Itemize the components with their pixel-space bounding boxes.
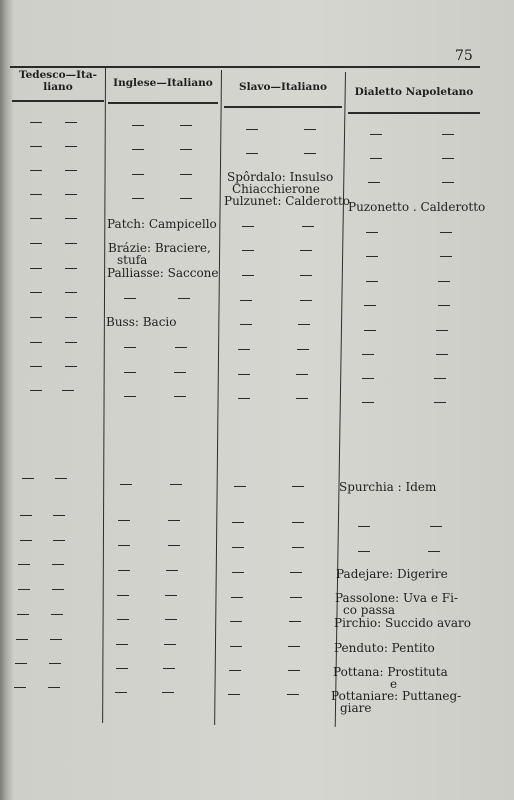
dash xyxy=(62,390,74,391)
entry-pottana: Pottana: Prostituta xyxy=(333,665,448,679)
column-separator-1 xyxy=(102,68,106,723)
dash xyxy=(296,398,308,399)
dash xyxy=(364,330,376,331)
entry-spurchia: Spurchia : Idem xyxy=(339,480,437,494)
dash xyxy=(440,256,452,257)
dash xyxy=(364,305,376,306)
dash xyxy=(366,256,378,257)
entry-chiacchierone: Chiacchierone xyxy=(232,182,320,196)
dash xyxy=(292,486,304,487)
dash xyxy=(175,347,187,348)
dash xyxy=(292,547,304,548)
dash xyxy=(302,226,314,227)
dash xyxy=(296,374,308,375)
dash xyxy=(65,218,77,219)
dash xyxy=(22,478,34,479)
dash xyxy=(116,668,128,669)
dash xyxy=(49,663,61,664)
dash xyxy=(51,614,63,615)
dash xyxy=(434,378,446,379)
dash xyxy=(55,478,67,479)
dash xyxy=(65,366,77,367)
dash xyxy=(370,134,382,135)
dash xyxy=(30,194,42,195)
dash xyxy=(292,522,304,523)
dash xyxy=(30,170,42,171)
dash xyxy=(50,639,62,640)
dash xyxy=(162,692,174,693)
dash xyxy=(30,342,42,343)
dash xyxy=(52,564,64,565)
dash xyxy=(118,520,130,521)
dash xyxy=(20,515,32,516)
dash xyxy=(65,194,77,195)
dash xyxy=(440,232,452,233)
dash xyxy=(300,275,312,276)
entry-buss: Buss: Bacio xyxy=(106,315,177,329)
dash xyxy=(165,619,177,620)
header-slavo: Slavo—Italiano xyxy=(239,81,327,93)
entry-stufa: stufa xyxy=(117,253,148,267)
dash xyxy=(30,292,42,293)
dash xyxy=(442,158,454,159)
dash xyxy=(436,330,448,331)
dash xyxy=(229,670,241,671)
dash xyxy=(30,268,42,269)
dash xyxy=(174,372,186,373)
header-bottom-rule-napoletano xyxy=(348,112,480,114)
dash xyxy=(288,646,300,647)
header-top-rule xyxy=(10,66,480,68)
entry-padejare: Padejare: Digerire xyxy=(336,567,448,581)
dash xyxy=(30,243,42,244)
dash xyxy=(290,597,302,598)
dash xyxy=(238,374,250,375)
dash xyxy=(115,692,127,693)
entry-co-passa: co passa xyxy=(343,603,396,617)
entry-palliasse: Palliasse: Saccone xyxy=(107,266,219,280)
dash xyxy=(165,595,177,596)
dash xyxy=(124,298,136,299)
dash xyxy=(362,354,374,355)
dash xyxy=(132,174,144,175)
dash xyxy=(30,122,42,123)
dash xyxy=(297,349,309,350)
header-tedesco: Tedesco—Ita- liano xyxy=(18,69,98,93)
dash xyxy=(180,198,192,199)
header-bottom-rule-inglese xyxy=(108,102,218,104)
entry-passolone: Passolone: Uva e Fi- xyxy=(335,591,458,605)
dash xyxy=(53,515,65,516)
dash xyxy=(30,366,42,367)
dash xyxy=(240,324,252,325)
entry-penduto: Penduto: Pentito xyxy=(334,641,435,655)
dash xyxy=(242,250,254,251)
dash xyxy=(30,146,42,147)
header-napoletano: Dialetto Napoletano xyxy=(354,86,474,98)
dash xyxy=(132,149,144,150)
dash xyxy=(52,589,64,590)
dash xyxy=(117,619,129,620)
dash xyxy=(434,402,446,403)
dash xyxy=(366,232,378,233)
dash xyxy=(438,305,450,306)
dash xyxy=(120,484,132,485)
dash xyxy=(65,170,77,171)
dash xyxy=(30,390,42,391)
dash xyxy=(300,300,312,301)
dash xyxy=(124,372,136,373)
dash xyxy=(65,243,77,244)
header-inglese: Inglese—Italiano xyxy=(113,77,213,89)
dash xyxy=(116,644,128,645)
dash xyxy=(65,268,77,269)
dash xyxy=(288,670,300,671)
dash xyxy=(362,402,374,403)
dash xyxy=(298,324,310,325)
dash xyxy=(370,158,382,159)
dash xyxy=(242,275,254,276)
dash xyxy=(300,250,312,251)
dash xyxy=(65,317,77,318)
dash xyxy=(290,572,302,573)
dash xyxy=(163,668,175,669)
entry-giare: giare xyxy=(340,701,372,715)
entry-pottaniare: Pottaniare: Puttaneg- xyxy=(331,689,462,703)
dash xyxy=(18,564,30,565)
dash xyxy=(232,522,244,523)
page-number: 75 xyxy=(455,48,473,64)
dash xyxy=(240,300,252,301)
dash xyxy=(16,639,28,640)
dash xyxy=(180,125,192,126)
entry-patch: Patch: Campicello xyxy=(107,217,217,231)
dash xyxy=(368,182,380,183)
entry-e: e xyxy=(390,677,398,691)
dash xyxy=(124,347,136,348)
dash xyxy=(48,687,60,688)
dash xyxy=(65,342,77,343)
dash xyxy=(358,551,370,552)
dash xyxy=(180,174,192,175)
dash xyxy=(438,281,450,282)
dash xyxy=(53,540,65,541)
dash xyxy=(30,218,42,219)
dash xyxy=(174,396,186,397)
dash xyxy=(30,317,42,318)
dash xyxy=(124,396,136,397)
dash xyxy=(362,378,374,379)
dash xyxy=(168,545,180,546)
header-bottom-rule-slavo xyxy=(224,106,342,108)
dash xyxy=(132,198,144,199)
dash xyxy=(228,694,240,695)
dash xyxy=(428,551,440,552)
dash xyxy=(430,526,442,527)
dash xyxy=(18,589,30,590)
header-bottom-rule-tedesco xyxy=(12,100,104,102)
entry-pirchio: Pirchio: Succido avaro xyxy=(334,616,472,630)
dash xyxy=(304,129,316,130)
dash xyxy=(117,595,129,596)
dash xyxy=(289,621,301,622)
dash xyxy=(230,646,242,647)
dash xyxy=(118,570,130,571)
dash xyxy=(436,354,448,355)
dash xyxy=(170,484,182,485)
dash xyxy=(164,644,176,645)
dash xyxy=(287,694,299,695)
dash xyxy=(234,486,246,487)
column-separator-2 xyxy=(214,70,222,725)
dash xyxy=(14,687,26,688)
dash xyxy=(20,540,32,541)
dash xyxy=(15,663,27,664)
dash xyxy=(178,298,190,299)
dash xyxy=(232,547,244,548)
dash xyxy=(118,545,130,546)
entry-puzonetto: Puzonetto . Calderotto xyxy=(348,200,486,214)
dash xyxy=(442,134,454,135)
dash xyxy=(238,349,250,350)
dash xyxy=(168,520,180,521)
dash xyxy=(17,614,29,615)
dash xyxy=(230,621,242,622)
dash xyxy=(242,226,254,227)
entry-pulzunet: Pulzunet: Calderotto xyxy=(224,194,350,208)
dash xyxy=(132,125,144,126)
dash xyxy=(166,570,178,571)
dash xyxy=(442,182,454,183)
dash xyxy=(65,292,77,293)
dash xyxy=(238,398,250,399)
dash xyxy=(65,146,77,147)
dash xyxy=(232,572,244,573)
dash xyxy=(65,122,77,123)
entry-brazie: Brázie: Braciere, xyxy=(108,241,211,255)
entry-spordalo: Spôrdalo: Insulso xyxy=(227,170,334,184)
dash xyxy=(231,597,243,598)
dash xyxy=(180,149,192,150)
dash xyxy=(358,526,370,527)
dash xyxy=(366,281,378,282)
dash xyxy=(304,153,316,154)
dash xyxy=(246,153,258,154)
dash xyxy=(246,129,258,130)
